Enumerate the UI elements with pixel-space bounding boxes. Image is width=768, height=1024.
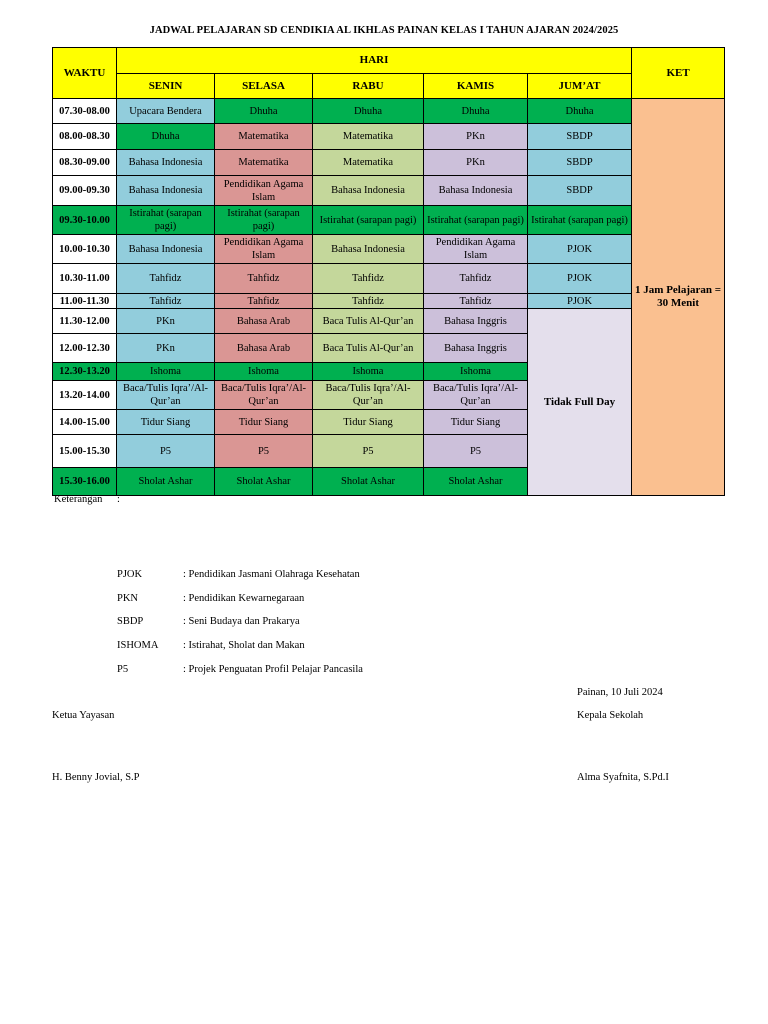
cell-selasa: Sholat Ashar [215, 468, 313, 496]
cell-senin: Upacara Bendera [117, 99, 215, 124]
cell-senin: PKn [117, 334, 215, 363]
cell-jumat: PJOK [528, 235, 632, 264]
cell-selasa: Tahfidz [215, 294, 313, 309]
cell-senin: Sholat Ashar [117, 468, 215, 496]
time-slot: 10.30-11.00 [53, 264, 117, 294]
legend-term: PKN [117, 593, 139, 604]
cell-jumat: Istirahat (sarapan pagi) [528, 206, 632, 235]
cell-rabu: Baca Tulis Al-Qur’an [313, 334, 424, 363]
cell-kamis: PKn [424, 124, 528, 150]
header-waktu: WAKTU [53, 48, 117, 99]
legend-definition: : Pendidikan Jasmani Olahraga Kesehatan [183, 569, 360, 580]
cell-selasa: Tahfidz [215, 264, 313, 294]
place-date: Painan, 10 Juli 2024 [577, 687, 663, 698]
cell-kamis: Bahasa Inggris [424, 334, 528, 363]
cell-selasa: Ishoma [215, 363, 313, 381]
table-row [53, 176, 725, 206]
cell-jumat: SBDP [528, 176, 632, 206]
header-day-jumat: JUM’AT [528, 74, 632, 99]
cell-rabu: Matematika [313, 150, 424, 176]
cell-senin: PKn [117, 309, 215, 334]
signature-name-right: Alma Syafnita, S.Pd.I [577, 772, 669, 783]
table-row [53, 309, 725, 334]
table-row [53, 124, 725, 150]
cell-kamis: PKn [424, 150, 528, 176]
legend-definition: : Projek Penguatan Profil Pelajar Pancasila [183, 664, 363, 675]
cell-senin: Tahfidz [117, 294, 215, 309]
cell-kamis: Baca/Tulis Iqra’/Al-Qur’an [424, 381, 528, 410]
cell-kamis: Tahfidz [424, 294, 528, 309]
table-row [53, 235, 725, 264]
cell-selasa: Matematika [215, 124, 313, 150]
cell-selasa: Baca/Tulis Iqra’/Al-Qur’an [215, 381, 313, 410]
time-slot: 10.00-10.30 [53, 235, 117, 264]
cell-rabu: Tahfidz [313, 264, 424, 294]
cell-jumat: PJOK [528, 264, 632, 294]
time-slot: 12.00-12.30 [53, 334, 117, 363]
time-slot: 11.30-12.00 [53, 309, 117, 334]
cell-kamis: Dhuha [424, 99, 528, 124]
table-row [53, 264, 725, 294]
cell-jumat: Dhuha [528, 99, 632, 124]
time-slot: 12.30-13.20 [53, 363, 117, 381]
signature-title-left: Ketua Yayasan [52, 710, 115, 721]
cell-kamis: Bahasa Inggris [424, 309, 528, 334]
time-slot: 09.30-10.00 [53, 206, 117, 235]
cell-rabu: Dhuha [313, 99, 424, 124]
cell-selasa: Bahasa Arab [215, 309, 313, 334]
legend-term: ISHOMA [117, 640, 159, 651]
time-slot: 09.00-09.30 [53, 176, 117, 206]
cell-rabu: Ishoma [313, 363, 424, 381]
signature-name-left: H. Benny Jovial, S.P [52, 772, 140, 783]
cell-senin: Istirahat (sarapan pagi) [117, 206, 215, 235]
ket-note: 1 Jam Pelajaran = 30 Menit [632, 99, 725, 496]
legend-definition: : Seni Budaya dan Prakarya [183, 616, 300, 627]
time-slot: 14.00-15.00 [53, 410, 117, 435]
cell-rabu: Tidur Siang [313, 410, 424, 435]
page-title: JADWAL PELAJARAN SD CENDIKIA AL IKHLAS PAINAN KELAS I TAHUN AJARAN 2024/2025 [149, 25, 619, 36]
cell-selasa: Dhuha [215, 99, 313, 124]
cell-kamis: P5 [424, 435, 528, 468]
cell-jumat: SBDP [528, 124, 632, 150]
cell-senin: Dhuha [117, 124, 215, 150]
cell-rabu: Istirahat (sarapan pagi) [313, 206, 424, 235]
cell-senin: Bahasa Indonesia [117, 176, 215, 206]
cell-rabu: Sholat Ashar [313, 468, 424, 496]
cell-senin: Baca/Tulis Iqra’/Al-Qur’an [117, 381, 215, 410]
header-hari: HARI [117, 48, 632, 74]
cell-rabu: Matematika [313, 124, 424, 150]
cell-senin: Bahasa Indonesia [117, 150, 215, 176]
header-day-rabu: RABU [313, 74, 424, 99]
time-slot: 08.00-08.30 [53, 124, 117, 150]
cell-selasa: Matematika [215, 150, 313, 176]
cell-rabu: Baca/Tulis Iqra’/Al-Qur’an [313, 381, 424, 410]
legend-term: PJOK [117, 569, 143, 580]
keterangan-colon: : [117, 494, 120, 505]
cell-selasa: Pendidikan Agama Islam [215, 176, 313, 206]
keterangan-label: Keterangan [54, 494, 103, 505]
cell-senin: Bahasa Indonesia [117, 235, 215, 264]
table-row [53, 99, 725, 124]
cell-selasa: Pendidikan Agama Islam [215, 235, 313, 264]
cell-rabu: Bahasa Indonesia [313, 235, 424, 264]
table-row [53, 150, 725, 176]
cell-kamis: Tahfidz [424, 264, 528, 294]
cell-rabu: Bahasa Indonesia [313, 176, 424, 206]
cell-selasa: Tidur Siang [215, 410, 313, 435]
cell-senin: Tidur Siang [117, 410, 215, 435]
cell-kamis: Pendidikan Agama Islam [424, 235, 528, 264]
legend-definition: : Istirahat, Sholat dan Makan [183, 640, 305, 651]
cell-senin: Ishoma [117, 363, 215, 381]
header-day-senin: SENIN [117, 74, 215, 99]
legend-term: SBDP [117, 616, 144, 627]
schedule-table [52, 47, 725, 496]
time-slot: 07.30-08.00 [53, 99, 117, 124]
cell-senin: P5 [117, 435, 215, 468]
time-slot: 15.30-16.00 [53, 468, 117, 496]
cell-kamis: Sholat Ashar [424, 468, 528, 496]
cell-jumat: PJOK [528, 294, 632, 309]
cell-rabu: Tahfidz [313, 294, 424, 309]
cell-rabu: P5 [313, 435, 424, 468]
cell-kamis: Ishoma [424, 363, 528, 381]
cell-jumat: SBDP [528, 150, 632, 176]
legend-term: P5 [117, 664, 129, 675]
signature-title-right: Kepala Sekolah [577, 710, 644, 721]
cell-selasa: Bahasa Arab [215, 334, 313, 363]
table-row [53, 206, 725, 235]
time-slot: 15.00-15.30 [53, 435, 117, 468]
friday-note: Tidak Full Day [528, 309, 632, 496]
header-ket: KET [632, 48, 725, 99]
legend-definition: : Pendidikan Kewarnegaraan [183, 593, 305, 604]
time-slot: 08.30-09.00 [53, 150, 117, 176]
time-slot: 11.00-11.30 [53, 294, 117, 309]
cell-kamis: Istirahat (sarapan pagi) [424, 206, 528, 235]
cell-kamis: Tidur Siang [424, 410, 528, 435]
header-day-kamis: KAMIS [424, 74, 528, 99]
table-row [53, 294, 725, 309]
cell-selasa: P5 [215, 435, 313, 468]
time-slot: 13.20-14.00 [53, 381, 117, 410]
cell-rabu: Baca Tulis Al-Qur’an [313, 309, 424, 334]
cell-selasa: Istirahat (sarapan pagi) [215, 206, 313, 235]
cell-senin: Tahfidz [117, 264, 215, 294]
cell-kamis: Bahasa Indonesia [424, 176, 528, 206]
header-day-selasa: SELASA [215, 74, 313, 99]
